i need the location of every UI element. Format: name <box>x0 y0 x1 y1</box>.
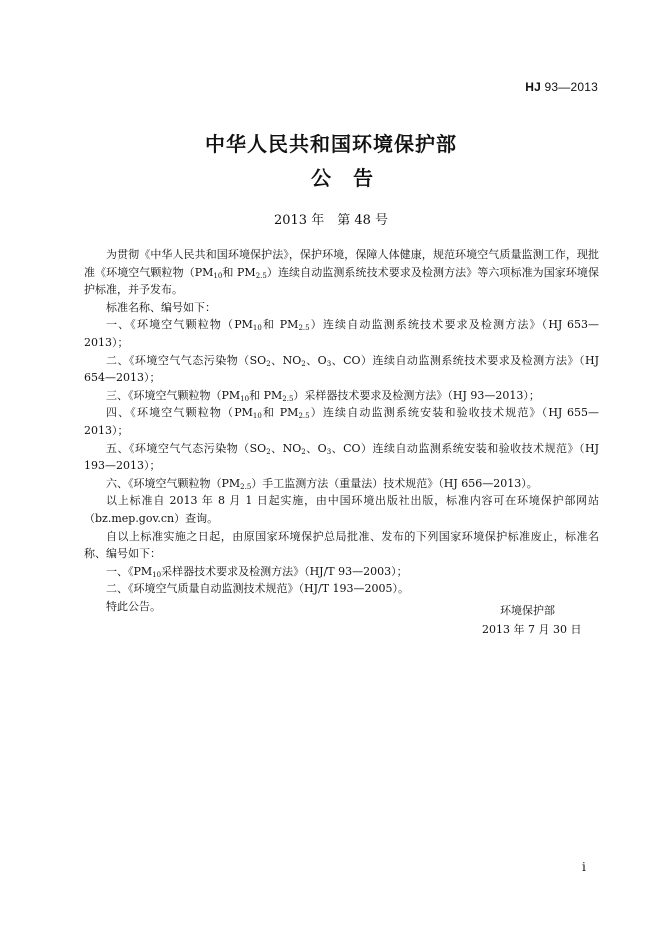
subscript: 10 <box>252 324 262 333</box>
subscript: 2 <box>301 447 306 456</box>
item-text: ）连续自动监测系统安装和验收技术规范》（HJ 655—2013）； <box>84 406 599 437</box>
subscript: 3 <box>326 447 332 456</box>
announcement-body <box>84 246 599 615</box>
item-text: 、CO）连续自动监测系统技术要求及检测方法》（HJ 654—2013）； <box>84 353 599 385</box>
item-text: 和 PM <box>249 388 283 402</box>
item-text: 一、《环境空气颗粒物（PM <box>106 318 253 332</box>
item-text: 三、《环境空气颗粒物（PM <box>106 388 241 402</box>
standard-item-6 <box>84 475 599 493</box>
intro-text-c: ）连续自动监测系统技术要求及检测方法》等六项标准为国家环境保护标准，并予发布。 <box>84 265 599 297</box>
intro-text-b: 和 PM <box>222 265 256 279</box>
subscript: 2.5 <box>298 412 310 421</box>
subscript: 2.5 <box>298 324 310 333</box>
standard-code <box>525 80 598 94</box>
subscript: 2 <box>266 447 271 456</box>
standard-code-number: 93—2013 <box>544 80 598 94</box>
subscript: 10 <box>252 412 262 421</box>
repealed-item-2: 二、《环境空气质量自动监测技术规范》（HJ/T 193—2005）。 <box>106 582 410 596</box>
standard-item-1 <box>84 316 599 351</box>
item-text: 一、《PM <box>106 564 153 578</box>
subscript: 2.5 <box>255 271 267 280</box>
item-text: 六、《环境空气颗粒物（PM <box>106 476 241 490</box>
standard-code-prefix: HJ <box>525 80 541 94</box>
subscript: 3 <box>326 359 332 368</box>
repealed-item-1 <box>84 563 599 581</box>
subscript: 10 <box>240 394 250 403</box>
item-text: 采样器技术要求及检测方法》（HJ/T 93—2003）； <box>161 564 408 578</box>
standard-item-2 <box>84 352 599 387</box>
standard-item-3 <box>84 387 599 405</box>
item-text: ）采样器技术要求及检测方法》（HJ 93—2013）； <box>293 388 540 402</box>
subscript: 10 <box>152 570 162 579</box>
subscript: 2 <box>301 359 306 368</box>
item-text: 和 PM <box>261 318 299 332</box>
ministry-title: 中华人民共和国环境保护部 <box>205 132 457 156</box>
intro-paragraph <box>84 246 599 299</box>
item-text: 五、《环境空气气态污染物（SO <box>106 441 267 455</box>
item-text: 二、《环境空气气态污染物（SO <box>106 353 267 367</box>
item-text: 、O <box>305 441 327 455</box>
item-text: 四、《环境空气颗粒物（PM <box>106 406 253 420</box>
subscript: 10 <box>213 271 223 280</box>
item-text: 和 PM <box>261 406 299 420</box>
item-text: 、CO）连续自动监测系统安装和验收技术规范》（HJ 193—2013）； <box>84 441 599 473</box>
signature-org: 环境保护部 <box>500 604 555 617</box>
item-text: 、NO <box>270 353 302 367</box>
item-text: ）手工监测方法（重量法）技术规范》（HJ 656—2013）。 <box>251 476 538 490</box>
issue-number: 2013 年 第 48 号 <box>273 213 389 228</box>
item-text: 、O <box>305 353 327 367</box>
closing-line: 特此公告。 <box>106 599 161 613</box>
item-text: ）连续自动监测系统技术要求及检测方法》（HJ 653—2013）； <box>84 318 599 349</box>
intro-text-a: 为贯彻《中华人民共和国环境保护法》，保护环境，保障人体健康，规范环境空气质量监测工作，现批准《环境空气颗粒物（PM <box>84 248 599 279</box>
subscript: 2.5 <box>240 482 252 491</box>
subscript: 2 <box>266 359 271 368</box>
subscript: 2.5 <box>282 394 294 403</box>
standard-item-4 <box>84 404 599 439</box>
standard-item-5 <box>84 440 599 475</box>
item-text: 、NO <box>270 441 302 455</box>
implementation-paragraph: 以上标准自 2013 年 8 月 1 日起实施，由中国环境出版社出版，标准内容可在环境保护部网站（bz.mep.gov.cn）查询。 <box>84 494 599 525</box>
signature-date: 2013 年 7 月 30 日 <box>482 623 582 636</box>
list-intro: 标准名称、编号如下： <box>106 300 216 314</box>
page-number: i <box>582 860 586 874</box>
announcement-title: 公告 <box>311 166 395 190</box>
repeal-intro: 自以上标准实施之日起，由原国家环境保护总局批准、发布的下列国家环境保护标准废止，标准名称、编号如下： <box>84 529 599 561</box>
